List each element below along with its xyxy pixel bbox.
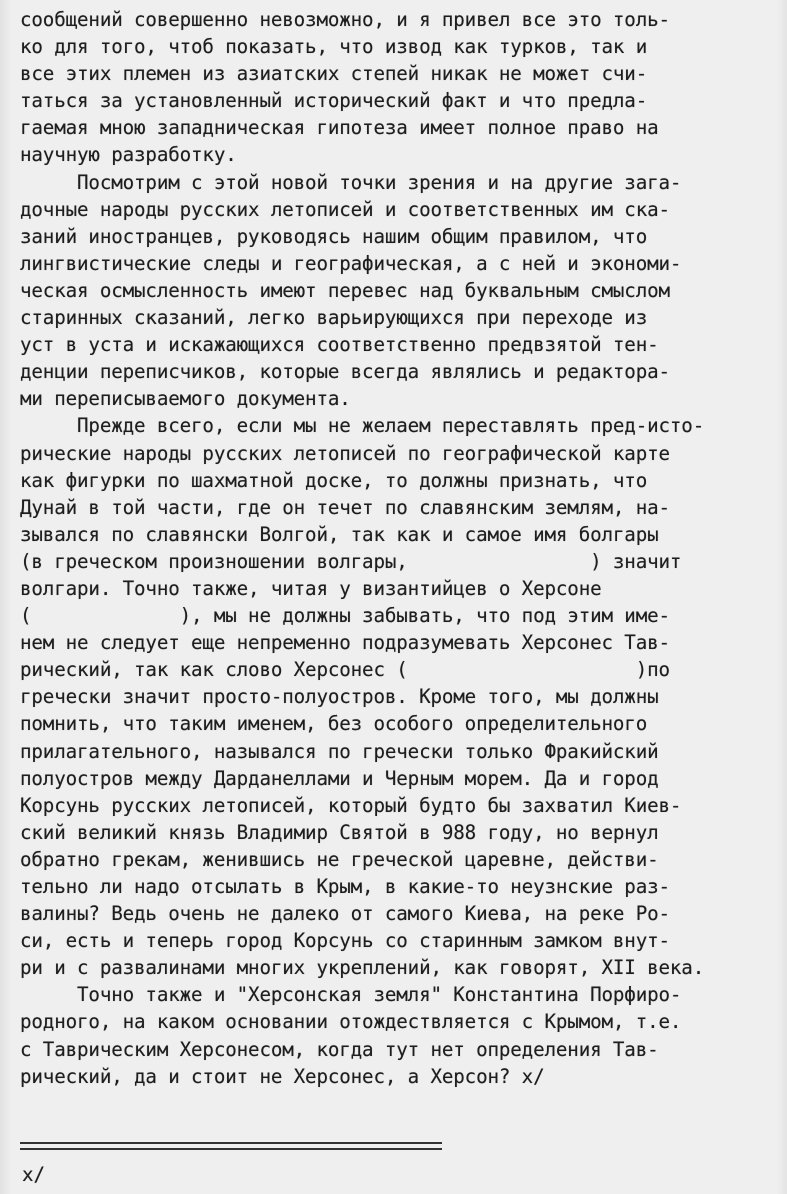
text-line: рический, да и стоит не Херсонес, а Херсон? х/ xyxy=(20,1064,545,1088)
text-line: таться за установленный исторический факт и что предла- xyxy=(20,89,648,113)
text-line: ко для того, чтоб показать, что извод как турков, так и xyxy=(20,35,648,59)
text-line: (в греческом произношении волгары, ) значит xyxy=(20,549,682,573)
text-line: Прежде всего, если мы не желаем переставлять пред-исто- xyxy=(20,414,705,438)
text-line: ский великий князь Владимир Святой в 988 году, но вернул xyxy=(20,820,659,844)
text-line: валины? Ведь очень не далеко от самого Киева, на реке Ро- xyxy=(20,902,670,926)
text-line: помнить, что таким именем, без особого определительного xyxy=(20,712,648,736)
text-line: прилагательного, назывался по гречески только Фракийский xyxy=(20,739,659,763)
text-line: заний иностранцев, руководясь нашим общим правилом, что xyxy=(20,224,648,248)
text-line: ( ), мы не должны забывать, что под этим име- xyxy=(20,604,670,628)
text-line: денции переписчиков, которые всегда являлись и редактора- xyxy=(20,360,670,384)
text-line: си, есть и теперь город Корсунь со старинным замком внут- xyxy=(20,929,670,953)
text-line: гречески значит просто-полуостров. Кроме того, мы должны xyxy=(20,685,659,709)
body-text xyxy=(20,6,775,1090)
text-line: дочные народы русских летописей и соответственных им ска- xyxy=(20,197,670,221)
text-line: ми переписываемого документа. xyxy=(20,387,351,411)
text-line: гаемая мною западническая гипотеза имеет полное право на xyxy=(20,116,659,140)
text-line: лингвистические следы и географическая, а с ней и экономи- xyxy=(20,251,682,275)
text-line: полуостров между Дарданеллами и Черным морем. Да и город xyxy=(20,766,659,790)
text-line: нем не следует еще непременно подразумевать Херсонес Тав- xyxy=(20,631,670,655)
text-line: все этих племен из азиатских степей никак не может счи- xyxy=(20,62,648,86)
text-line: как фигурки по шахматной доске, то должны признать, что xyxy=(20,468,648,492)
text-line: рический, так как слово Херсонес ( )по xyxy=(20,658,670,682)
text-line: волгари. Точно также, читая у византийцев о Херсоне xyxy=(20,576,602,600)
text-line: научную разработку. xyxy=(20,143,237,167)
text-line: зывался по славянски Волгой, так как и самое имя болгары xyxy=(20,522,659,546)
text-line: Точно также и "Херсонская земля" Константина Порфиро- xyxy=(20,983,682,1007)
text-line: тельно ли надо отсылать в Крым, в какие-то неузнские раз- xyxy=(20,875,670,898)
text-line: рические народы русских летописей по географической карте xyxy=(20,441,670,465)
text-line: обратно грекам, женившись не греческой царевне, действи- xyxy=(20,847,659,871)
text-line: ри и с развалинами многих укреплений, как говорят, XII века. xyxy=(20,956,705,980)
footnote-separator-rule xyxy=(20,1142,442,1150)
text-line: Дунай в той части, где он течет по славянским землям, на- xyxy=(20,495,670,519)
text-line: Корсунь русских летописей, который будто бы захватил Киев- xyxy=(20,793,682,817)
footnote-marker: х/ xyxy=(22,1163,46,1186)
text-line: Посмотрим с этой новой точки зрения и на другие зага- xyxy=(20,170,682,194)
text-line: сообщений совершенно невозможно, и я привел все это толь- xyxy=(20,8,670,31)
text-line: старинных сказаний, легко варьирующихся при переходе из xyxy=(20,306,648,330)
text-line: с Таврическим Херсонесом, когда тут нет определения Тав- xyxy=(20,1037,659,1061)
text-line: ческая осмысленность имеют перевес над буквальным смыслом xyxy=(20,278,670,302)
text-line: родного, на каком основании отождествляется с Крымом, т.е. xyxy=(20,1010,682,1034)
text-line: уст в уста и искажающихся соответственно предвзятой тен- xyxy=(20,333,659,357)
